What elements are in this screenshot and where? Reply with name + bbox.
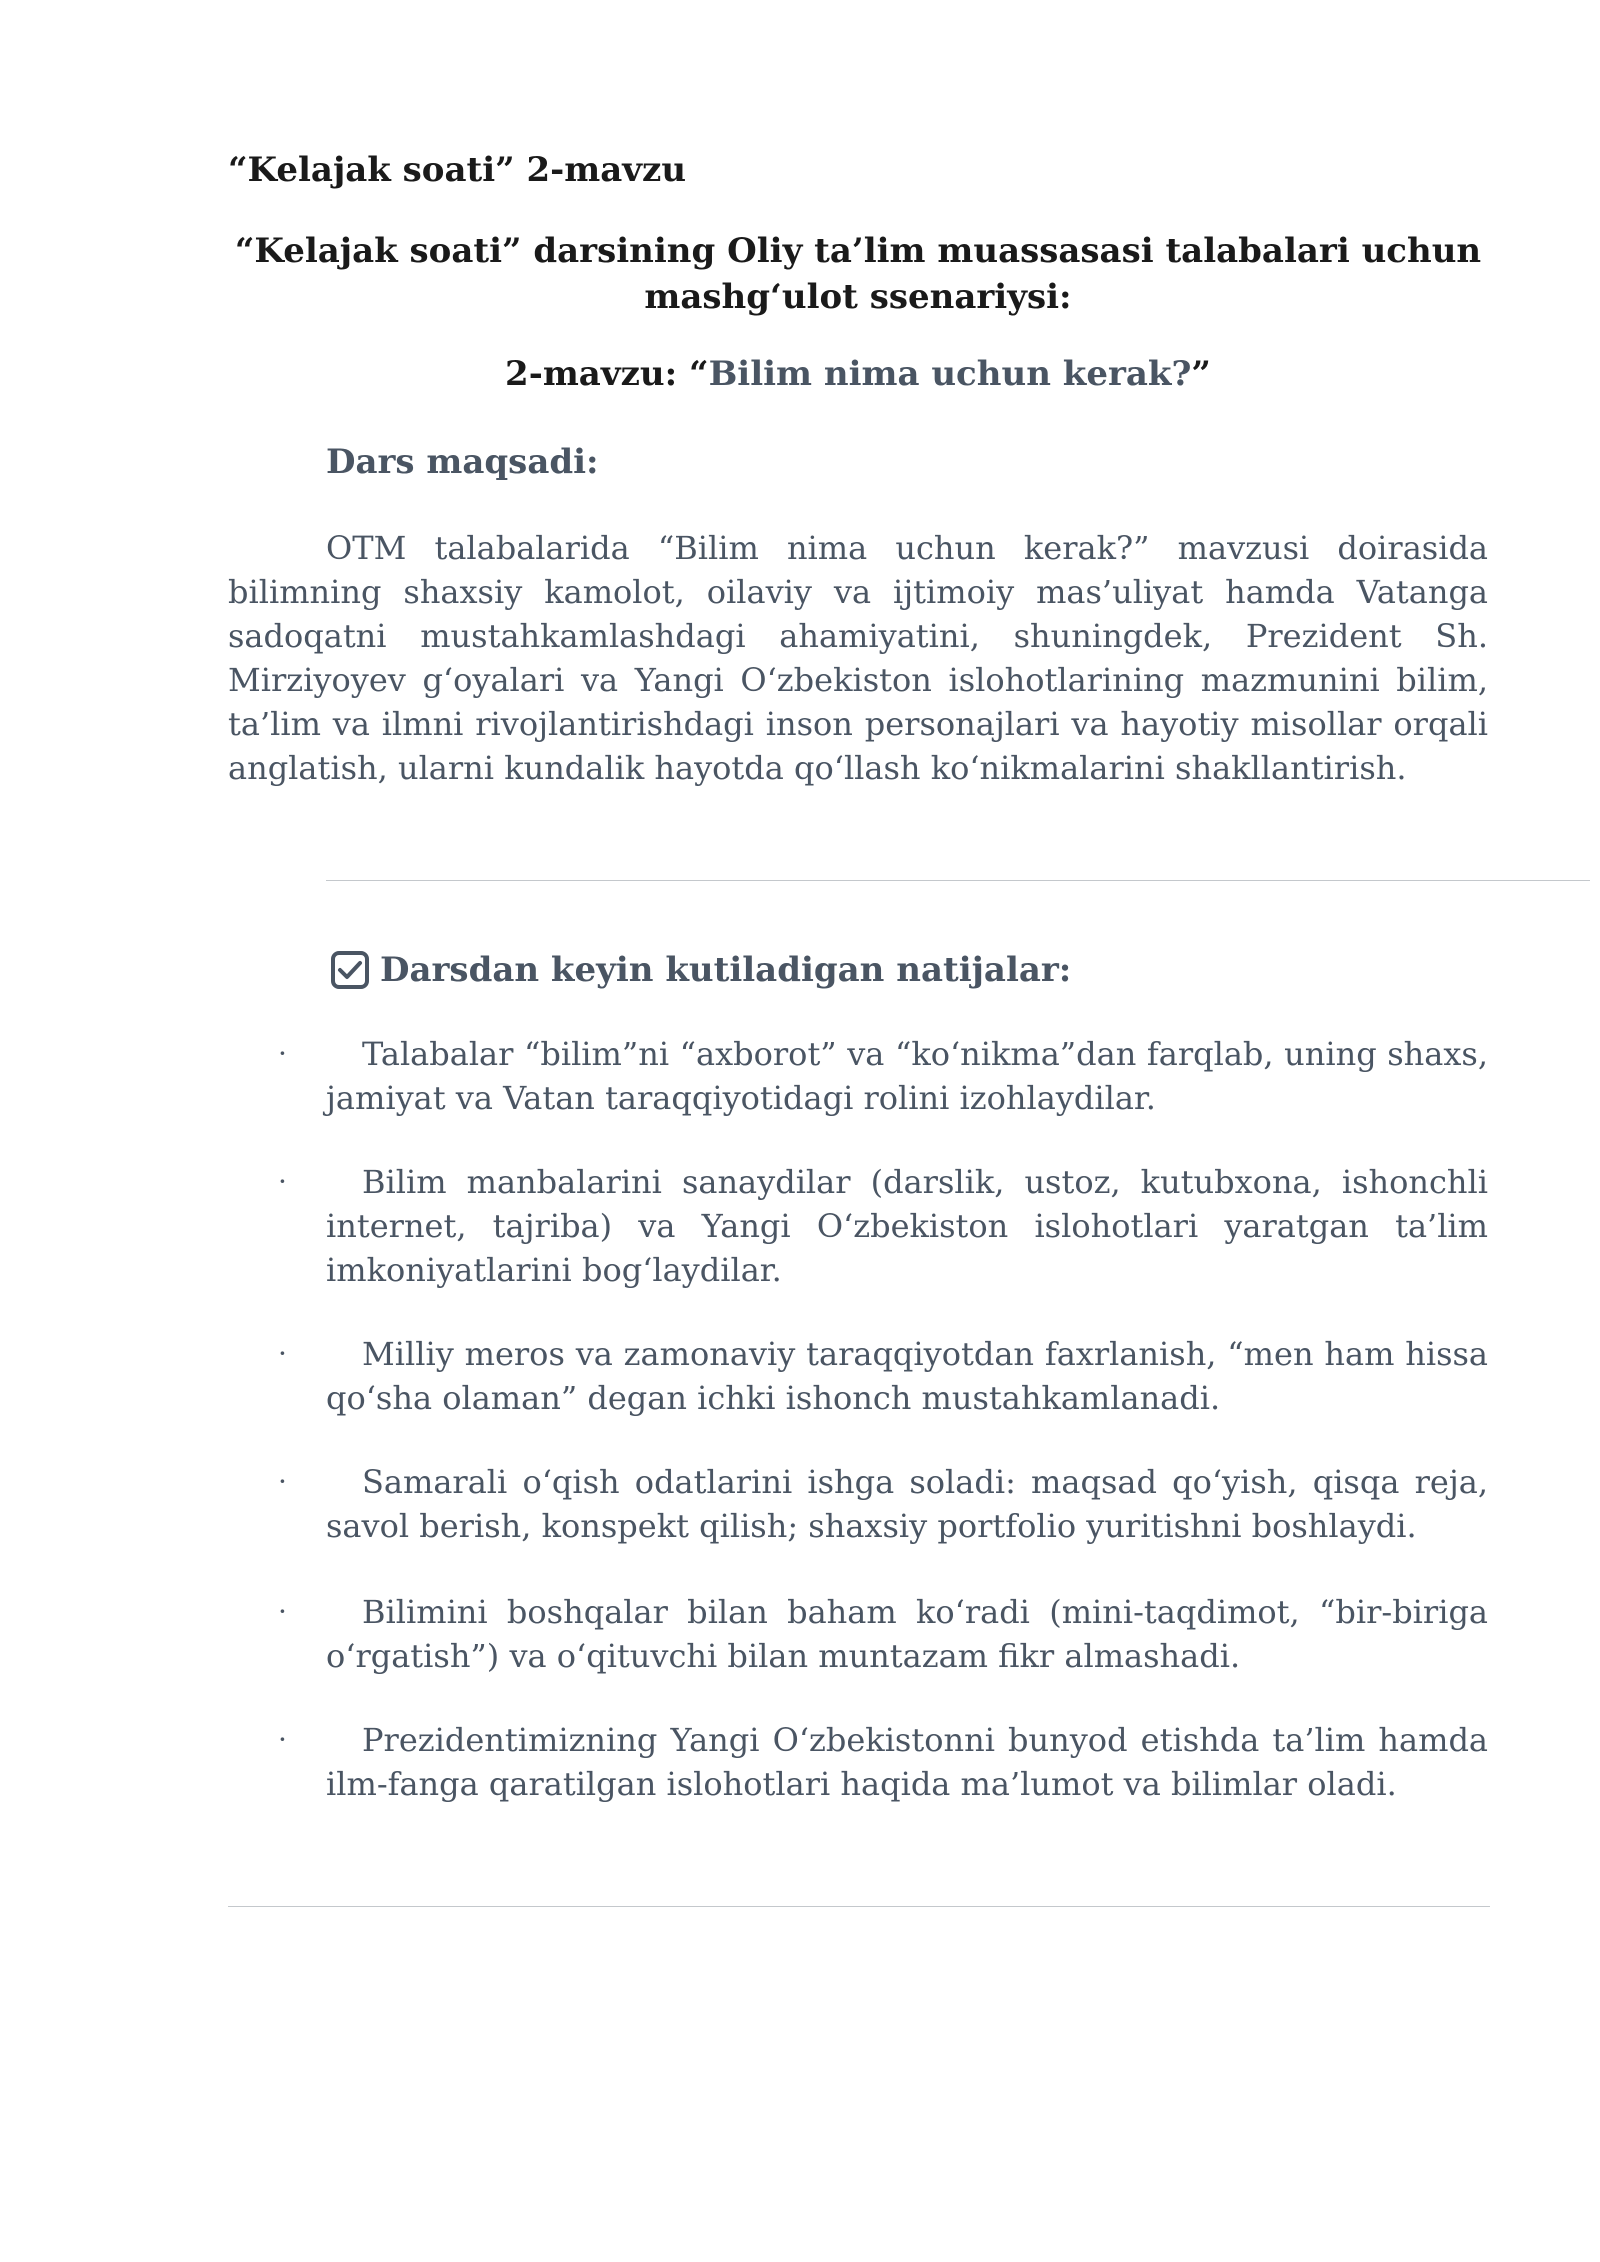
topic-prefix: 2-mavzu: “ [505,354,709,394]
topic-title [228,354,1488,394]
goal-paragraph: OTM talabalarida “Bilim nima uchun kerak?” mavzusi doirasida bilimning shaxsiy kamolot, oilaviy va ijtimoiy mas’uliyat hamda Vatanga sadoqatni mustahkamlashdagi ahamiyatini, shuningdek, Prezident Sh. Mirziyoyev g‘oyalari va Yangi O‘zbekiston islohotlarining mazmunini bilim, ta’lim va ilmni rivojlantirishdagi inson personajlari va hayotiy misollar orqali anglatish, ularni kundalik hayotda qo‘llash ko‘nikmalarini shakllantirish. [228,529,1488,787]
list-item-text: Talabalar “bilim”ni “axborot” va “ko‘nikma”dan farqlab, uning shaxs, jamiyat va Vatan taraqqiyotidagi rolini izohlaydilar. [326,1035,1488,1117]
results-heading [330,950,1071,990]
checkbox-checked-icon [330,950,370,990]
bullet-dot: · [278,1165,287,1198]
bullet-dot: · [278,1595,287,1628]
list-item [278,1160,1488,1292]
document-title: “Kelajak soati” darsining Oliy ta’lim muassasasi talabalari uchun mashg‘ulot ssenariysi: [234,231,1482,317]
results-heading-text: Darsdan keyin kutiladigan natijalar: [380,950,1072,990]
bullet-dot: · [278,1337,287,1370]
list-item [278,1460,1488,1548]
bullet-dot: · [278,1037,287,1070]
section-divider-bottom [228,1906,1490,1907]
list-item [278,1032,1488,1120]
list-item-text: Samarali o‘qish odatlarini ishga soladi: maqsad qo‘yish, qisqa reja, savol berish, konspekt qilish; shaxsiy portfolio yuritishni boshlaydi. [326,1463,1488,1545]
bullet-dot: · [278,1723,287,1756]
list-item [278,1332,1488,1420]
topic-accent: Bilim nima uchun kerak? [708,354,1192,394]
list-item-text: Milliy meros va zamonaviy taraqqiyotdan faxrlanish, “men ham hissa qo‘sha olaman” degan ichki ishonch mustahkamlanadi. [326,1335,1488,1417]
page-header-title: “Kelajak soati” 2-mavzu [228,150,687,190]
list-item [278,1718,1488,1806]
topic-suffix: ” [1191,354,1211,394]
bullet-dot: · [278,1465,287,1498]
list-item-text: Prezidentimizning Yangi O‘zbekistonni bunyod etishda ta’lim hamda ilm-fanga qaratilgan islohotlari haqida ma’lumot va bilimlar oladi. [326,1721,1488,1803]
section-divider-top [326,880,1590,881]
list-item [278,1590,1488,1678]
goal-heading: Dars maqsadi: [326,442,599,482]
list-item-text: Bilim manbalarini sanaydilar (darslik, ustoz, kutubxona, ishonchli internet, tajriba) va Yangi O‘zbekiston islohotlari yaratgan ta’lim imkoniyatlarini bog‘laydilar. [326,1163,1488,1289]
list-item-text: Bilimini boshqalar bilan baham ko‘radi (mini-taqdimot, “bir-biriga o‘rgatish”) va o‘qituvchi bilan muntazam fikr almashadi. [326,1593,1488,1675]
